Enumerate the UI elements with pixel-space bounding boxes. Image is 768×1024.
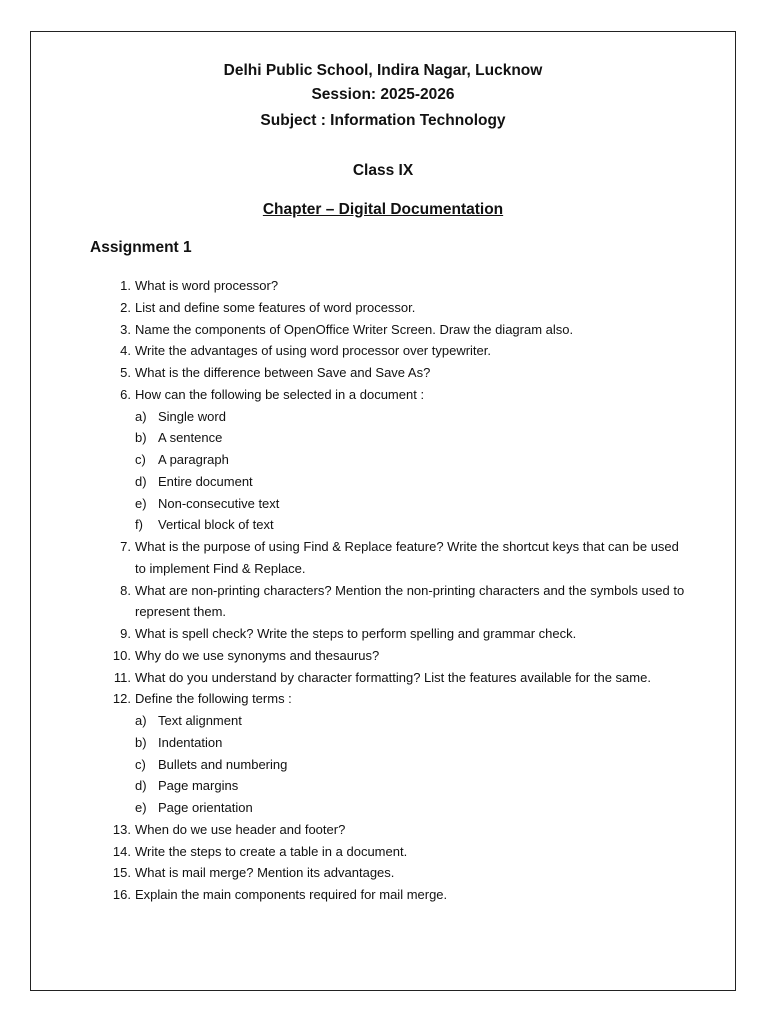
question-text: What do you understand by character formatting? List the features available for the same.	[135, 669, 651, 685]
sub-item-text: Text alignment	[158, 713, 242, 728]
sub-item-label: b)	[135, 430, 147, 446]
question-item	[31, 536, 735, 580]
question-number: 15.	[112, 865, 131, 881]
question-text: What is spell check? Write the steps to perform spelling and grammar check.	[135, 626, 577, 641]
question-item	[31, 819, 735, 841]
sub-item	[31, 710, 735, 732]
question-item	[31, 688, 735, 710]
question-number: 1.	[120, 278, 131, 293]
question-number: 5.	[120, 365, 131, 380]
question-number: 12.	[112, 691, 131, 707]
question-item	[31, 623, 735, 645]
question-item	[31, 384, 735, 406]
question-number: 9.	[120, 626, 131, 641]
sub-item	[31, 493, 735, 515]
session-line: Session: 2025-2026	[311, 86, 455, 103]
sub-item-text: A paragraph	[158, 452, 229, 467]
document-page	[30, 31, 736, 991]
sub-item-text: Indentation	[158, 734, 223, 750]
question-item	[31, 862, 735, 884]
question-number: 2.	[120, 299, 131, 315]
question-text: When do we use header and footer?	[135, 821, 346, 837]
question-text: Write the advantages of using word processor over typewriter.	[135, 343, 491, 359]
school-name: Delhi Public School, Indira Nagar, Lucknow	[223, 62, 543, 79]
question-text: List and define some features of word processor.	[135, 299, 416, 315]
sub-item-label: a)	[135, 408, 147, 424]
question-text: What is word processor?	[135, 278, 279, 293]
sub-item-text: Single word	[158, 408, 226, 424]
sub-item-label: a)	[135, 713, 147, 728]
question-item	[31, 841, 735, 863]
question-text: What is mail merge? Mention its advantages.	[135, 865, 395, 881]
sub-item	[31, 754, 735, 776]
question-text: How can the following be selected in a document :	[135, 386, 425, 402]
sub-item	[31, 775, 735, 797]
question-number: 3.	[120, 321, 131, 337]
sub-item-text: Page orientation	[158, 800, 253, 815]
question-number: 6.	[120, 386, 131, 402]
sub-item-label: c)	[135, 452, 146, 467]
question-list	[31, 275, 735, 906]
chapter-title: Chapter – Digital Documentation	[262, 201, 504, 218]
question-text: What is the difference between Save and Save As?	[135, 365, 431, 380]
question-number: 8.	[120, 582, 131, 598]
class-line: Class IX	[352, 162, 414, 179]
sub-item-text: Non-consecutive text	[158, 495, 280, 511]
question-text: Why do we use synonyms and thesaurus?	[135, 647, 380, 663]
question-item	[31, 580, 735, 624]
sub-item-label: c)	[135, 756, 146, 772]
question-text: What are non-printing characters? Mention the non-printing characters and the symbols used to represent them.	[135, 582, 685, 620]
question-item	[31, 362, 735, 384]
question-number: 13.	[112, 821, 131, 837]
question-number: 4.	[120, 343, 131, 359]
subject-line: Subject : Information Technology	[260, 112, 506, 129]
sub-item	[31, 471, 735, 493]
question-text: Write the steps to create a table in a document.	[135, 843, 408, 859]
sub-item-label: f)	[135, 517, 143, 533]
question-item	[31, 645, 735, 667]
sub-item-text: A sentence	[158, 430, 223, 446]
question-item	[31, 275, 735, 297]
sub-item-label: e)	[135, 800, 147, 815]
question-item	[31, 667, 735, 689]
sub-item	[31, 427, 735, 449]
sub-item-text: Entire document	[158, 473, 253, 489]
question-item	[31, 319, 735, 341]
sub-item-label: d)	[135, 473, 147, 489]
sub-item-text: Bullets and numbering	[158, 756, 288, 772]
sub-item-label: e)	[135, 495, 147, 511]
sub-item-text: Vertical block of text	[158, 517, 274, 533]
sub-item-label: b)	[135, 734, 147, 750]
sub-item	[31, 514, 735, 536]
sub-item	[31, 406, 735, 428]
question-number: 14.	[112, 843, 131, 859]
assignment-title: Assignment 1	[90, 239, 192, 256]
question-item	[31, 884, 735, 906]
sub-item-text: Page margins	[158, 778, 239, 794]
question-number: 11.	[113, 669, 131, 685]
question-number: 16.	[112, 887, 131, 902]
question-number: 7.	[120, 539, 131, 554]
sub-item	[31, 732, 735, 754]
question-item	[31, 297, 735, 319]
question-text: Name the components of OpenOffice Writer Screen. Draw the diagram also.	[135, 321, 574, 337]
question-item	[31, 340, 735, 362]
sub-item	[31, 449, 735, 471]
question-number: 10.	[112, 647, 131, 663]
question-text: What is the purpose of using Find & Replace feature? Write the shortcut keys that can be used to implement Find & Replace.	[135, 539, 679, 576]
question-text: Explain the main components required for mail merge.	[135, 887, 448, 902]
question-text: Define the following terms :	[135, 691, 292, 707]
sub-item-label: d)	[135, 778, 147, 794]
sub-item	[31, 797, 735, 819]
